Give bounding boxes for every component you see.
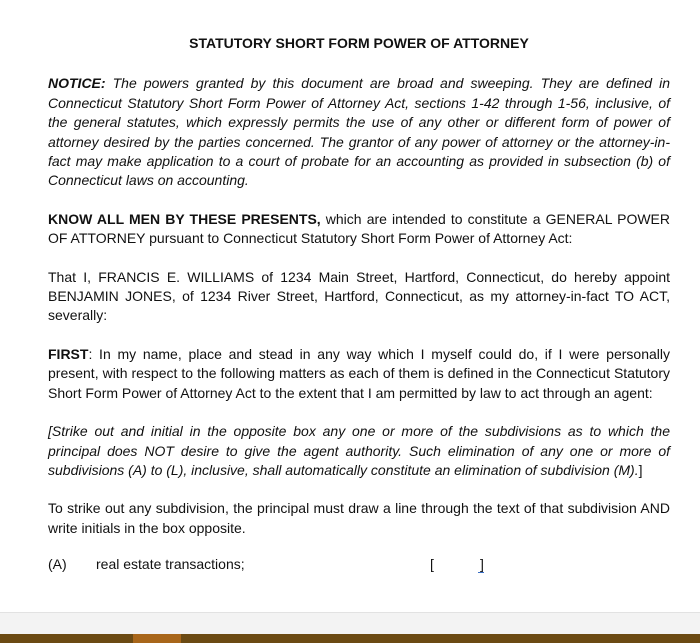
first-paragraph — [48, 345, 670, 403]
first-lead: FIRST — [48, 345, 89, 362]
page-edge-divider — [0, 612, 700, 613]
subdivision-letter: (A) — [48, 556, 67, 573]
notice-lead: NOTICE: — [48, 75, 106, 92]
strike-instruction-close: ] — [638, 461, 643, 478]
appointment-paragraph: That I, FRANCIS E. WILLIAMS of 1234 Main Street, Hartford, Connecticut, do hereby appoint BENJAMIN JONES, of 1234 River Street, Hartford, Connecticut, as my attorney-in-fact TO ACT, severally: — [48, 268, 670, 324]
know-all-text: which are intended to constitute a GENERAL POWER OF ATTORNEY pursuant to Connecticut Statutory Short Form Power of Attorney Act: — [48, 210, 670, 247]
strike-note-paragraph: To strike out any subdivision, the principal must draw a line through the text of that subdivision AND write initials in the box opposite. — [48, 500, 670, 536]
document-title: STATUTORY SHORT FORM POWER OF ATTORNEY — [189, 35, 529, 51]
initial-box-field[interactable] — [478, 555, 484, 574]
initial-box-open: [ — [430, 556, 434, 573]
strike-instruction-text: [Strike out and initial in the opposite box any one or more of the subdivisions as to which the principal does NOT desire to give the agent authority. Such elimination of any one or more of subdivisions (A) to (L), inclusive, shall automatically constitute an elimination of subdivision (M). — [48, 423, 670, 478]
taskbar-strip — [0, 634, 700, 643]
subdivision-a[interactable] — [48, 555, 670, 574]
know-all-lead: KNOW ALL MEN BY THESE PRESENTS, — [48, 210, 321, 227]
initial-box-close: ] — [480, 556, 484, 573]
notice-paragraph — [48, 74, 670, 190]
subdivision-text: real estate transactions; — [96, 556, 245, 573]
first-text: : In my name, place and stead in any way which I myself could do, if I were personally present, with respect to the following matters as each of them is defined in the Connecticut Statutory Short Form Power of Attorney Act to the extent that I am permitted by law to act through an agent: — [48, 345, 670, 401]
notice-text: The powers granted by this document are broad and sweeping. They are defined in Connecticut Statutory Short Form Power of Attorney Act, sections 1-42 through 1-56, inclusive, of the general statutes, which expressly permits the use of any other or different form of power of attorney desired by the parties concerned. The grantor of any power of attorney or the attorney-in-fact may make application to a court of probate for an accounting as provided in subsection (b) of Connecticut laws on accounting. — [48, 75, 670, 189]
strike-instruction-paragraph — [48, 422, 670, 480]
taskbar-active-segment[interactable] — [133, 634, 181, 643]
document-body — [48, 34, 670, 574]
know-all-paragraph — [48, 210, 670, 249]
